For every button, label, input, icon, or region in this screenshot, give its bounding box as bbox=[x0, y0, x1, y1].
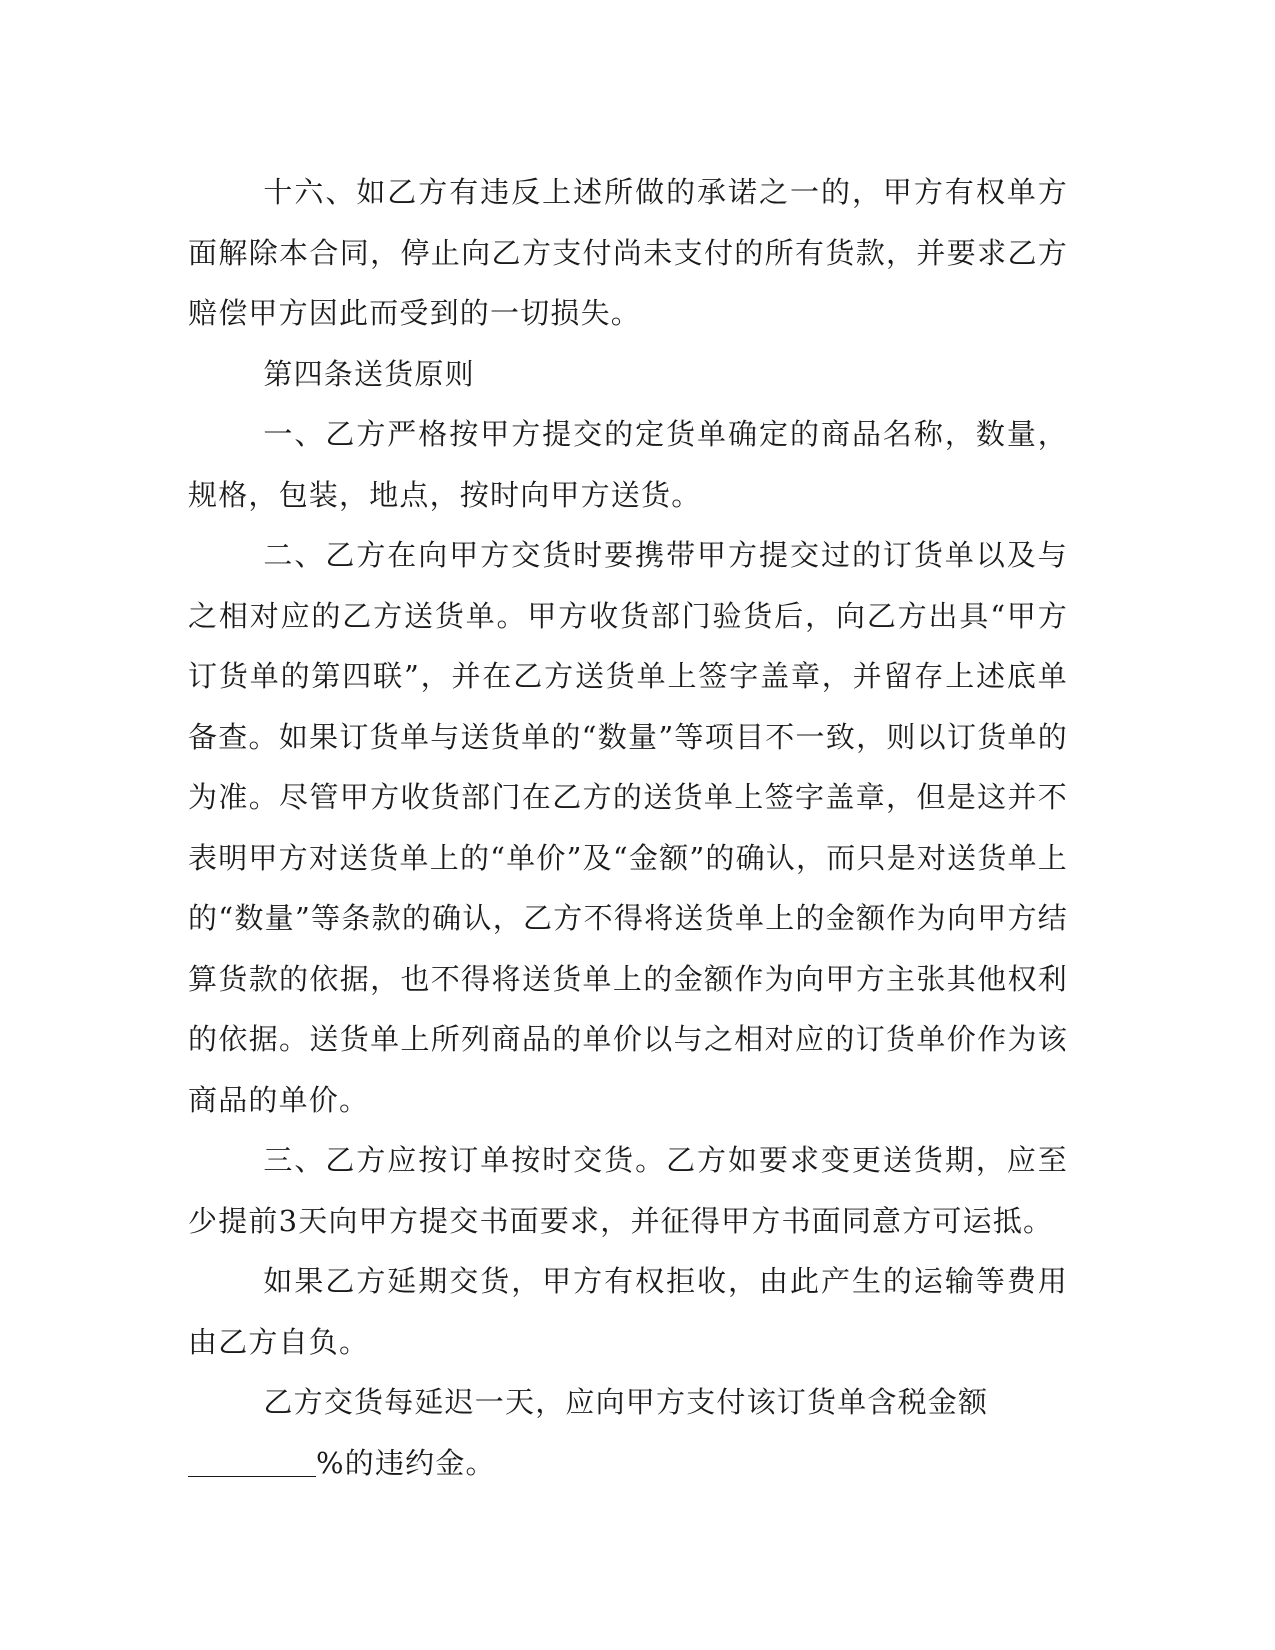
penalty-rate-suffix: %的违约金。 bbox=[316, 1445, 496, 1480]
late-delivery-clause: 如果乙方延期交货，甲方有权拒收，由此产生的运输等费用由乙方自负。 bbox=[188, 1264, 1068, 1359]
clause-one: 一、乙方严格按甲方提交的定货单确定的商品名称，数量，规格，包装，地点，按时向甲方送货。 bbox=[188, 417, 1068, 512]
penalty-rate-blank bbox=[188, 1446, 316, 1477]
clause-three: 三、乙方应按订单按时交货。乙方如要求变更送货期，应至少提前3天向甲方提交书面要求，并征得甲方书面同意方可运抵。 bbox=[188, 1143, 1068, 1238]
article-four-heading: 第四条送货原则 bbox=[263, 356, 475, 391]
clause-sixteen: 十六、如乙方有违反上述所做的承诺之一的，甲方有权单方面解除本合同，停止向乙方支付尚未支付的所有货款，并要求乙方赔偿甲方因此而受到的一切损失。 bbox=[188, 175, 1068, 330]
clause-two: 二、乙方在向甲方交货时要携带甲方提交过的订货单以及与之相对应的乙方送货单。甲方收货部门验货后，向乙方出具“甲方订货单的第四联”，并在乙方送货单上签字盖章，并留存上述底单备查。如果订货单与送货单的“数量”等项目不一致，则以订货单的为准。尽管甲方收货部门在乙方的送货单上签字盖章，但是这并不表明甲方对送货单上的“单价”及“金额”的确认，而只是对送货单上的“数量”等条款的确认，乙方不得将送货单上的金额作为向甲方结算货款的依据，也不得将送货单上的金额作为向甲方主张其他权利的依据。送货单上所列商品的单价以与之相对应的订货单价作为该商品的单价。 bbox=[188, 538, 1068, 1117]
penalty-rate-line bbox=[188, 1433, 1068, 1494]
late-penalty-clause: 乙方交货每延迟一天，应向甲方支付该订货单含税金额 bbox=[263, 1385, 989, 1419]
document-body bbox=[188, 162, 1068, 1493]
